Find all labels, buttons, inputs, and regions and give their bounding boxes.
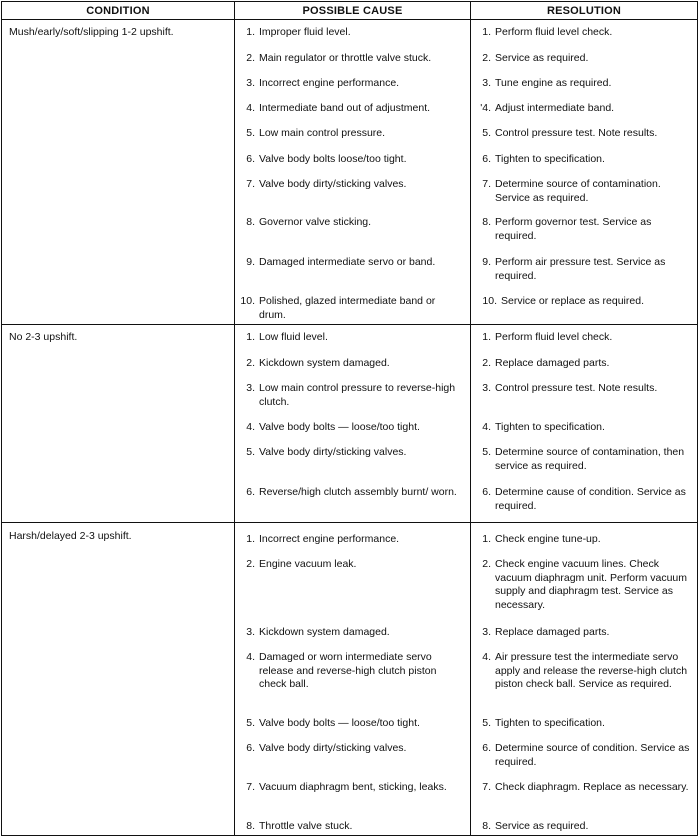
resolution-item: 3. Replace damaged parts. xyxy=(482,626,610,638)
resolution-item: 8. Perform governor test. Service as required. xyxy=(482,216,652,242)
resolution-item: 5. Control pressure test. Note results. xyxy=(482,127,658,139)
resolution-item: 7. Determine source of contamination. Service as required. xyxy=(482,178,661,204)
cause-item: 9. Damaged intermediate servo or band. xyxy=(246,256,436,268)
resolution-item: 5. Determine source of contamination, then service as required. xyxy=(482,446,685,472)
column-divider xyxy=(234,2,235,835)
resolution-item: 2. Check engine vacuum lines. Check vacuum diaphragm unit. Perform vacuum supply and diaphragm test. Service as necessary. xyxy=(482,558,687,611)
cause-item: 1. Improper fluid level. xyxy=(246,26,351,38)
diagnosis-table xyxy=(1,1,698,836)
cause-item: 2. Engine vacuum leak. xyxy=(246,558,357,570)
cause-item: 3. Incorrect engine performance. xyxy=(246,77,400,89)
condition-no-2-3-upshift: No 2-3 upshift. xyxy=(9,331,78,343)
resolution-item: 6. Determine cause of condition. Service as required. xyxy=(482,486,686,512)
resolution-item: 8. Service as required. xyxy=(482,820,589,832)
cause-item: 6. Valve body bolts loose/too tight. xyxy=(246,153,407,165)
cause-item: 4. Damaged or worn intermediate servo release and reverse-high clutch piston check ball. xyxy=(246,651,437,690)
cause-item: 1. Low fluid level. xyxy=(246,331,328,343)
header-resolution: RESOLUTION xyxy=(546,5,622,17)
resolution-item: 1. Check engine tune-up. xyxy=(482,533,601,545)
resolution-item: 4. Air pressure test the intermediate servo apply and release the reverse-high clutch piston check ball. Service as required. xyxy=(482,651,688,690)
row-divider xyxy=(2,324,697,325)
cause-item: 7. Vacuum diaphragm bent, sticking, leaks. xyxy=(246,781,447,793)
cause-item: 1. Incorrect engine performance. xyxy=(246,533,400,545)
cause-item: 7. Valve body dirty/sticking valves. xyxy=(246,178,407,190)
resolution-item: 6. Tighten to specification. xyxy=(482,153,605,165)
cause-item: 8. Governor valve sticking. xyxy=(246,216,372,228)
resolution-item: 9. Perform air pressure test. Service as required. xyxy=(482,256,666,282)
resolution-item: 2. Replace damaged parts. xyxy=(482,357,610,369)
header-divider xyxy=(2,19,697,20)
cause-item: 6. Reverse/high clutch assembly burnt/ worn. xyxy=(246,486,457,498)
header-possible-cause: POSSIBLE CAUSE xyxy=(302,5,403,17)
cause-item: 2. Kickdown system damaged. xyxy=(246,357,390,369)
cause-item: 4. Valve body bolts — loose/too tight. xyxy=(246,421,420,433)
cause-item: 5. Valve body dirty/sticking valves. xyxy=(246,446,407,458)
resolution-item: 10. Service or replace as required. xyxy=(482,295,644,307)
resolution-item: 7. Check diaphragm. Replace as necessary. xyxy=(482,781,689,793)
cause-item: 5. Low main control pressure. xyxy=(246,127,386,139)
resolution-item: 1. Perform fluid level check. xyxy=(482,331,613,343)
condition-1-2-upshift: Mush/early/soft/slipping 1-2 upshift. xyxy=(9,26,174,38)
cause-item: 3. Low main control pressure to reverse-high clutch. xyxy=(246,382,456,408)
column-divider xyxy=(470,2,471,835)
cause-item: 3. Kickdown system damaged. xyxy=(246,626,390,638)
resolution-item: 2. Service as required. xyxy=(482,52,589,64)
resolution-item: 3. Tune engine as required. xyxy=(482,77,612,89)
cause-item: 8. Throttle valve stuck. xyxy=(246,820,353,832)
cause-item: 5. Valve body bolts — loose/too tight. xyxy=(246,717,420,729)
cause-item: 4. Intermediate band out of adjustment. xyxy=(246,102,431,114)
header-condition: CONDITION xyxy=(86,5,150,17)
cause-item: 10. Polished, glazed intermediate band or drum. xyxy=(240,295,436,321)
resolution-item: 5. Tighten to specification. xyxy=(482,717,605,729)
resolution-item: 1. Perform fluid level check. xyxy=(482,26,613,38)
cause-item: 2. Main regulator or throttle valve stuck. xyxy=(246,52,432,64)
resolution-item: 3. Control pressure test. Note results. xyxy=(482,382,658,394)
resolution-item: 6. Determine source of condition. Service as required. xyxy=(482,742,690,768)
cause-item: 6. Valve body dirty/sticking valves. xyxy=(246,742,407,754)
resolution-item: 4. Tighten to specification. xyxy=(482,421,605,433)
condition-harsh-2-3-upshift: Harsh/delayed 2-3 upshift. xyxy=(9,530,132,542)
resolution-item: '4. Adjust intermediate band. xyxy=(480,102,615,114)
row-divider xyxy=(2,522,697,523)
